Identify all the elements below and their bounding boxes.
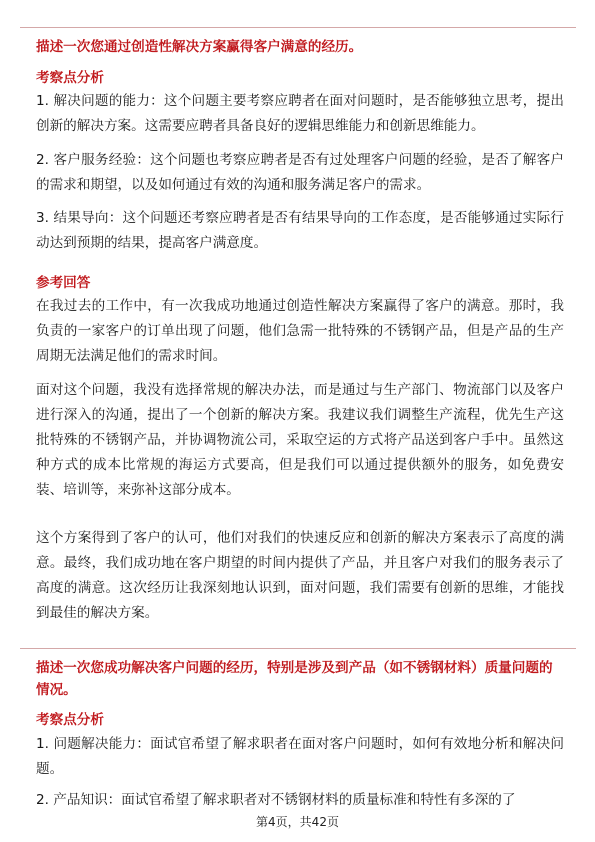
analysis-point: 1. 解决问题的能力：这个问题主要考察应聘者在面对问题时，是否能够独立思考，提出创新的解决方案。这需要应聘者具备良好的逻辑思维能力和创新思维能力。 [36,93,564,134]
question-title: 描述一次您成功解决客户问题的经历，特别是涉及到产品（如不锈钢材料）质量问题的情况。 [36,660,553,698]
top-divider [20,27,576,28]
answer-paragraph: 这个方案得到了客户的认可，他们对我们的快速反应和创新的解决方案表示了高度的满意。最终，我们成功地在客户期望的时间内提供了产品，并且客户对我们的服务表示了高度的满意。这次经历让我深刻地认识到，面对问题，我们需要有创新的思维，才能找到最佳的解决方案。 [36,530,564,621]
analysis-point: 3. 结果导向：这个问题还考察应聘者是否有结果导向的工作态度，是否能够通过实际行动达到预期的结果，提高客户满意度。 [36,210,564,251]
answer-paragraph: 在我过去的工作中，有一次我成功地通过创造性解决方案赢得了客户的满意。那时，我负责的一家客户的订单出现了问题，他们急需一批特殊的不锈钢产品，但是产品的生产周期无法满足他们的需求时间。 [36,298,564,364]
section-divider [20,648,576,649]
answer-paragraph: 面对这个问题，我没有选择常规的解决办法，而是通过与生产部门、物流部门以及客户进行深入的沟通，提出了一个创新的解决方案。我建议我们调整生产流程，优先生产这批特殊的不锈钢产品，并协调物流公司，采取空运的方式将产品送到客户手中。虽然这种方式的成本比常规的海运方式要高，但是我们可以通过提供额外的服务，如免费安装、培训等，来弥补这部分成本。 [36,382,564,498]
question-title: 描述一次您通过创造性解决方案赢得客户满意的经历。 [36,39,363,55]
analysis-point: 2. 客户服务经验：这个问题也考察应聘者是否有过处理客户问题的经验，是否了解客户的需求和期望，以及如何通过有效的沟通和服务满足客户的需求。 [36,152,564,193]
page-number: 第4页，共42页 [256,815,339,829]
analysis-heading: 考察点分析 [36,712,104,728]
answer-heading: 参考回答 [36,275,91,291]
analysis-heading: 考察点分析 [36,70,104,86]
analysis-point: 2. 产品知识：面试官希望了解求职者对不锈钢材料的质量标准和特性有多深的了 [36,792,516,808]
analysis-point: 1. 问题解决能力：面试官希望了解求职者在面对客户问题时，如何有效地分析和解决问题。 [36,736,564,777]
